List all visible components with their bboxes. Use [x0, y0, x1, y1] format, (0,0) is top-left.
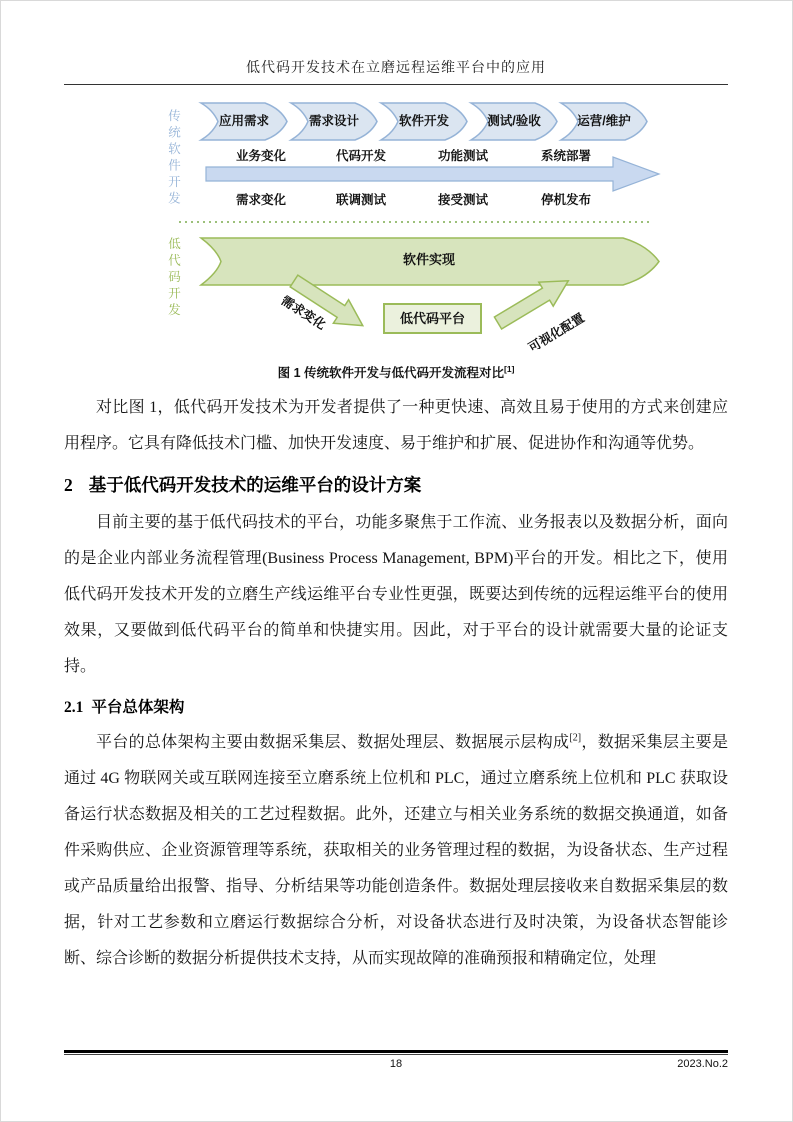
page-content: [1, 57, 792, 977]
subsection-title: 平台总体架构: [91, 699, 185, 716]
architecture-text-part2: ，数据采集层主要是通过 4G 物联网关或互联网连接至立磨系统上位机和 PLC，通过立磨系统上位机和 PLC 获取设备运行状态数据及相关的工艺过程数据。此外，还建立与相关业务系统的数据交换通道，如备件采购供应、企业资源管理等系统，获取相关的业务管理过程的数据，为设备状态、生产过程或产品质量给出报警、指导、分析结果等功能创造条件。数据处理层接收来自数据采集层的数据，针对工艺参数和立磨运行数据综合分析，对设备状态进行及时决策，为设备状态智能诊断、综合诊断的数据分析提供技术支持，从而实现故障的准确预报和精确定位，处理: [64, 734, 728, 967]
stage-operate-maintain: 运营/维护: [577, 114, 631, 128]
figure-caption-text: 传统软件开发与低代码开发流程对比: [300, 366, 505, 380]
above-label-code-develop: 代码开发: [335, 149, 386, 163]
stage-software-develop: 软件开发: [398, 114, 449, 128]
stage-test-accept: 测试/验收: [487, 114, 541, 128]
footer-rule-thin: [64, 1054, 728, 1055]
architecture-text-part1: 平台的总体架构主要由数据采集层、数据处理层、数据展示层构成: [96, 734, 570, 751]
section-number: 2: [64, 475, 73, 495]
issue-label: 2023.No.2: [677, 1058, 728, 1070]
figure-caption-ref: [1]: [504, 363, 515, 374]
subsection-heading-2-1: [64, 695, 728, 721]
page-number: 18: [389, 1058, 403, 1070]
software-realization-label: 软件实现: [402, 252, 455, 267]
below-label-joint-test: 联调测试: [335, 193, 386, 207]
above-label-system-deploy: 系统部署: [540, 149, 591, 163]
paragraph-architecture: [64, 725, 728, 977]
traditional-side-label: 传统软件开发: [166, 109, 181, 208]
paragraph-comparison: 对比图 1，低代码开发技术为开发者提供了一种更快速、高效且易于使用的方式来创建应用程序。它具有降低技术门槛、加快开发速度、易于维护和扩展、促进协作和沟通等优势。: [64, 399, 728, 452]
paragraph-platform-design: 目前主要的基于低代码技术的平台，功能多聚焦于工作流、业务报表以及数据分析，面向的是企业内部业务流程管理(Business Process Management, BPM)平台的开发。相比之下，使用低代码开发技术开发的立磨生产线运维平台专业性更强，既要达到传统的远程运维平台的使用效果，又要做到低代码平台的简单和快捷实用。因此，对于平台的设计就需要大量的论证支持。: [64, 514, 728, 675]
below-label-shutdown-release: 停机发布: [540, 193, 591, 207]
footer-row: [64, 1058, 728, 1070]
above-label-business-change: 业务变化: [235, 149, 286, 163]
section-heading-2: [64, 470, 728, 500]
figure-1-diagram: [161, 95, 661, 353]
lowcode-platform-label: 低代码平台: [399, 311, 465, 326]
section-title: 基于低代码开发技术的运维平台的设计方案: [88, 475, 422, 495]
page-footer: [64, 1050, 728, 1070]
up-arrow-label: 可视化配置: [526, 310, 587, 355]
stage-requirement-design: 需求设计: [308, 114, 359, 128]
stage-app-requirement: 应用需求: [218, 114, 269, 128]
footer-rule-thick: [64, 1050, 728, 1053]
above-label-function-test: 功能测试: [437, 149, 488, 163]
header-rule: [64, 84, 728, 85]
running-header-title: 低代码开发技术在立磨远程运维平台中的应用: [246, 61, 546, 76]
figure-caption-number: 图 1: [277, 366, 301, 380]
below-label-acceptance-test: 接受测试: [437, 193, 488, 207]
citation-ref-2: [2]: [569, 732, 582, 744]
subsection-number: 2.1: [64, 699, 84, 716]
figure-1-caption: [64, 363, 728, 381]
lowcode-side-label: 低代码开发: [166, 237, 181, 320]
down-arrow-label: 需求变化: [278, 293, 329, 333]
below-label-requirement-change: 需求变化: [235, 193, 286, 207]
